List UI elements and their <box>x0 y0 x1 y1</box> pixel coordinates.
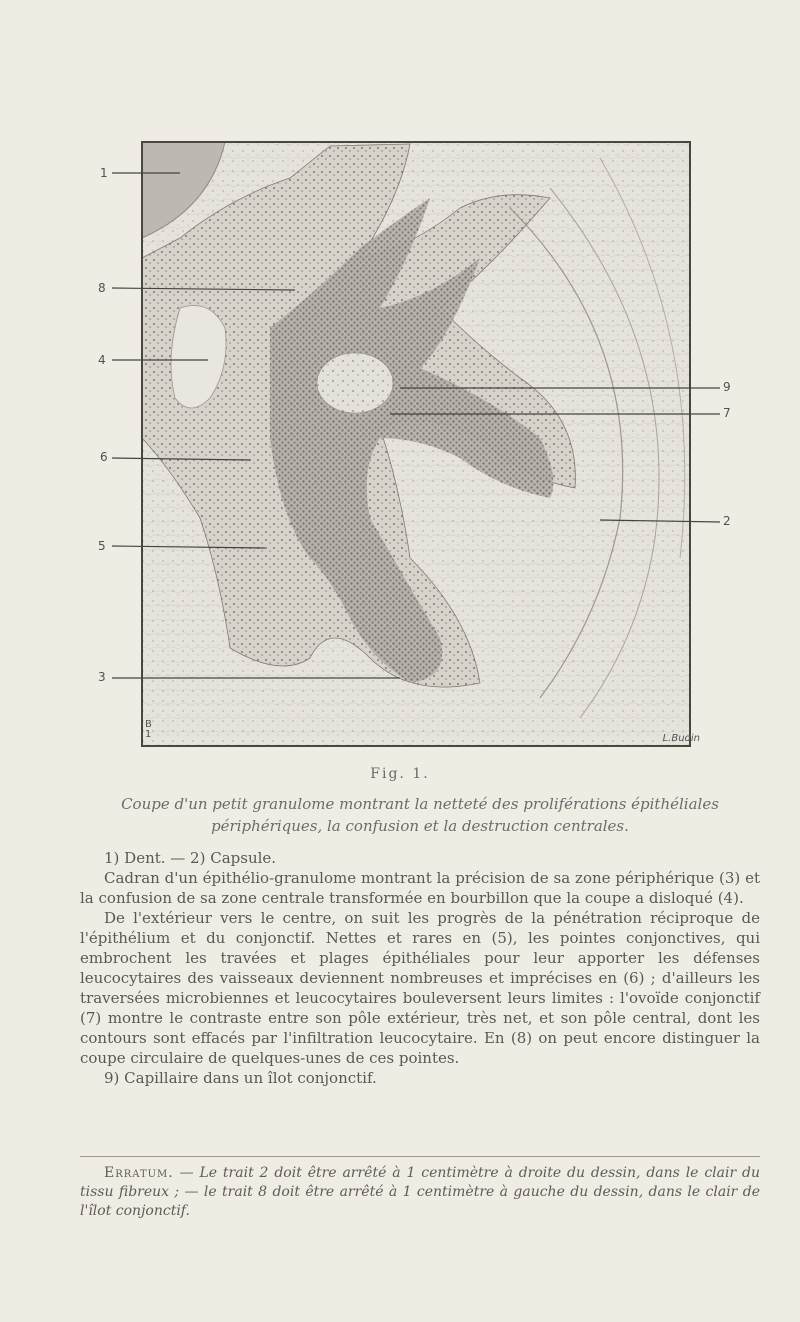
legend-line-9: 9) Capillaire dans un îlot conjonctif. <box>104 1069 377 1087</box>
figure-title: Fig. 1. <box>370 766 430 782</box>
erratum-note <box>80 1164 760 1221</box>
label-5: 5 <box>98 539 106 553</box>
label-7: 7 <box>723 406 731 420</box>
connective-ovoid <box>317 353 393 413</box>
erratum-heading: Erratum. <box>104 1165 174 1181</box>
label-9: 9 <box>723 380 731 394</box>
label-6: 6 <box>100 450 108 464</box>
artist-signature: L.Budin <box>662 733 700 744</box>
figure-legend <box>80 848 760 1088</box>
legend-line-1: 1) Dent. — 2) Capsule. <box>104 849 277 867</box>
label-2: 2 <box>723 514 731 528</box>
label-8: 8 <box>98 281 106 295</box>
legend-paragraph-2: De l'extérieur vers le centre, on suit les progrès de la pénétration réciproque de l'épithélium et du conjonctif. Nettes et rares en (5), les pointes conjonctives, qui embrochent les travées et plages épithéliales pour leur apporter les défenses leucocytaires des vaisseaux deviennent nombreuses et imprécises en (6) ; d'ailleurs les traversées microbiennes et leucocytaires bouleversent leurs limites : l'ovoïde conjonctif (7) montre le contraste entre son pôle extérieur, très net, et son pôle central, dont les contours sont effacés par l'infiltration leucocytaire. En (8) on peut encore distinguer la coupe circulaire de quelques-unes de ces pointes. <box>80 909 760 1067</box>
artist-monogram: B 1 <box>145 719 152 740</box>
footnote-rule <box>80 1156 760 1157</box>
label-1: 1 <box>100 166 108 180</box>
label-4: 4 <box>98 353 106 367</box>
erratum-text: — Le trait 2 doit être arrêté à 1 centimètre à droite du dessin, dans le clair du tissu fibreux ; — le trait 8 doit être arrêté à 1 centimètre à gauche du dessin, dans le clair de l'îlot conjonctif. <box>80 1165 760 1219</box>
label-3: 3 <box>98 670 106 684</box>
legend-paragraph-1: Cadran d'un épithélio-granulome montrant la précision de sa zone périphérique (3) et la confusion de sa zone centrale transformée en bourbillon que la coupe a disloqué (4). <box>80 869 760 907</box>
figure-caption: Coupe d'un petit granulome montrant la netteté des proliférations épithéliales périphériques, la confusion et la destruction centrales. <box>121 795 719 835</box>
histology-figure <box>80 138 740 758</box>
histology-drawing <box>80 138 740 758</box>
